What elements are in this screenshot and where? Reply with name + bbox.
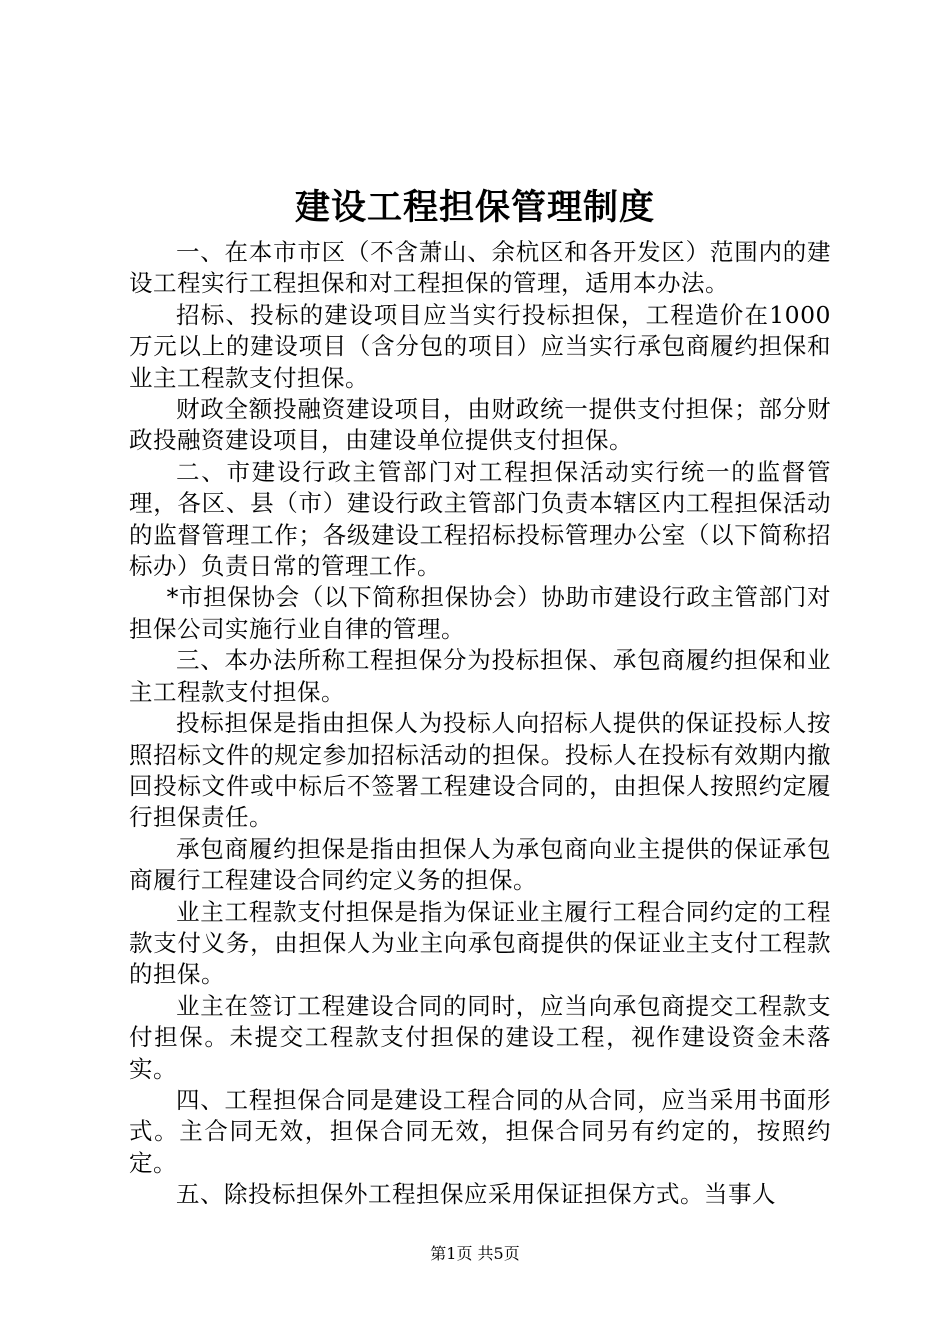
paragraph: 三、本办法所称工程担保分为投标担保、承包商履约担保和业主工程款支付担保。 — [129, 646, 831, 706]
document-title: 建设工程担保管理制度 — [294, 187, 655, 228]
paragraph: *市担保协会（以下简称担保协会）协助市建设行政主管部门对担保公司实施行业自律的管理。 — [129, 583, 831, 643]
page-footer: 第1页 共5页 — [430, 1244, 520, 1263]
document-body — [129, 237, 831, 1211]
paragraph: 二、市建设行政主管部门对工程担保活动实行统一的监督管理，各区、县（市）建设行政主管部门负责本辖区内工程担保活动的监督管理工作；各级建设工程招标投标管理办公室（以下简称招标办）负责日常的管理工作。 — [129, 457, 831, 581]
paragraph: 四、工程担保合同是建设工程合同的从合同，应当采用书面形式。主合同无效，担保合同无效，担保合同另有约定的，按照约定。 — [129, 1085, 831, 1177]
paragraph: 业主工程款支付担保是指为保证业主履行工程合同约定的工程款支付义务，由担保人为业主向承包商提供的保证业主支付工程款的担保。 — [129, 897, 831, 989]
paragraph: 财政全额投融资建设项目，由财政统一提供支付担保；部分财政投融资建设项目，由建设单位提供支付担保。 — [129, 395, 831, 455]
paragraph: 投标担保是指由担保人为投标人向招标人提供的保证投标人按照招标文件的规定参加招标活动的担保。投标人在投标有效期内撤回投标文件或中标后不签署工程建设合同的，由担保人按照约定履行担保责任。 — [129, 709, 831, 832]
paragraph: 业主在签订工程建设合同的同时，应当向承包商提交工程款支付担保。未提交工程款支付担保的建设工程，视作建设资金未落实。 — [129, 991, 831, 1083]
paragraph: 招标、投标的建设项目应当实行投标担保，工程造价在1000万元以上的建设项目（含分包的项目）应当实行承包商履约担保和业主工程款支付担保。 — [129, 300, 831, 392]
paragraph: 承包商履约担保是指由担保人为承包商向业主提供的保证承包商履行工程建设合同约定义务的担保。 — [129, 834, 831, 895]
paragraph: 一、在本市市区（不含萧山、余杭区和各开发区）范围内的建设工程实行工程担保和对工程担保的管理，适用本办法。 — [129, 238, 831, 298]
paragraph: 五、除投标担保外工程担保应采用保证担保方式。当事人 — [176, 1180, 776, 1209]
